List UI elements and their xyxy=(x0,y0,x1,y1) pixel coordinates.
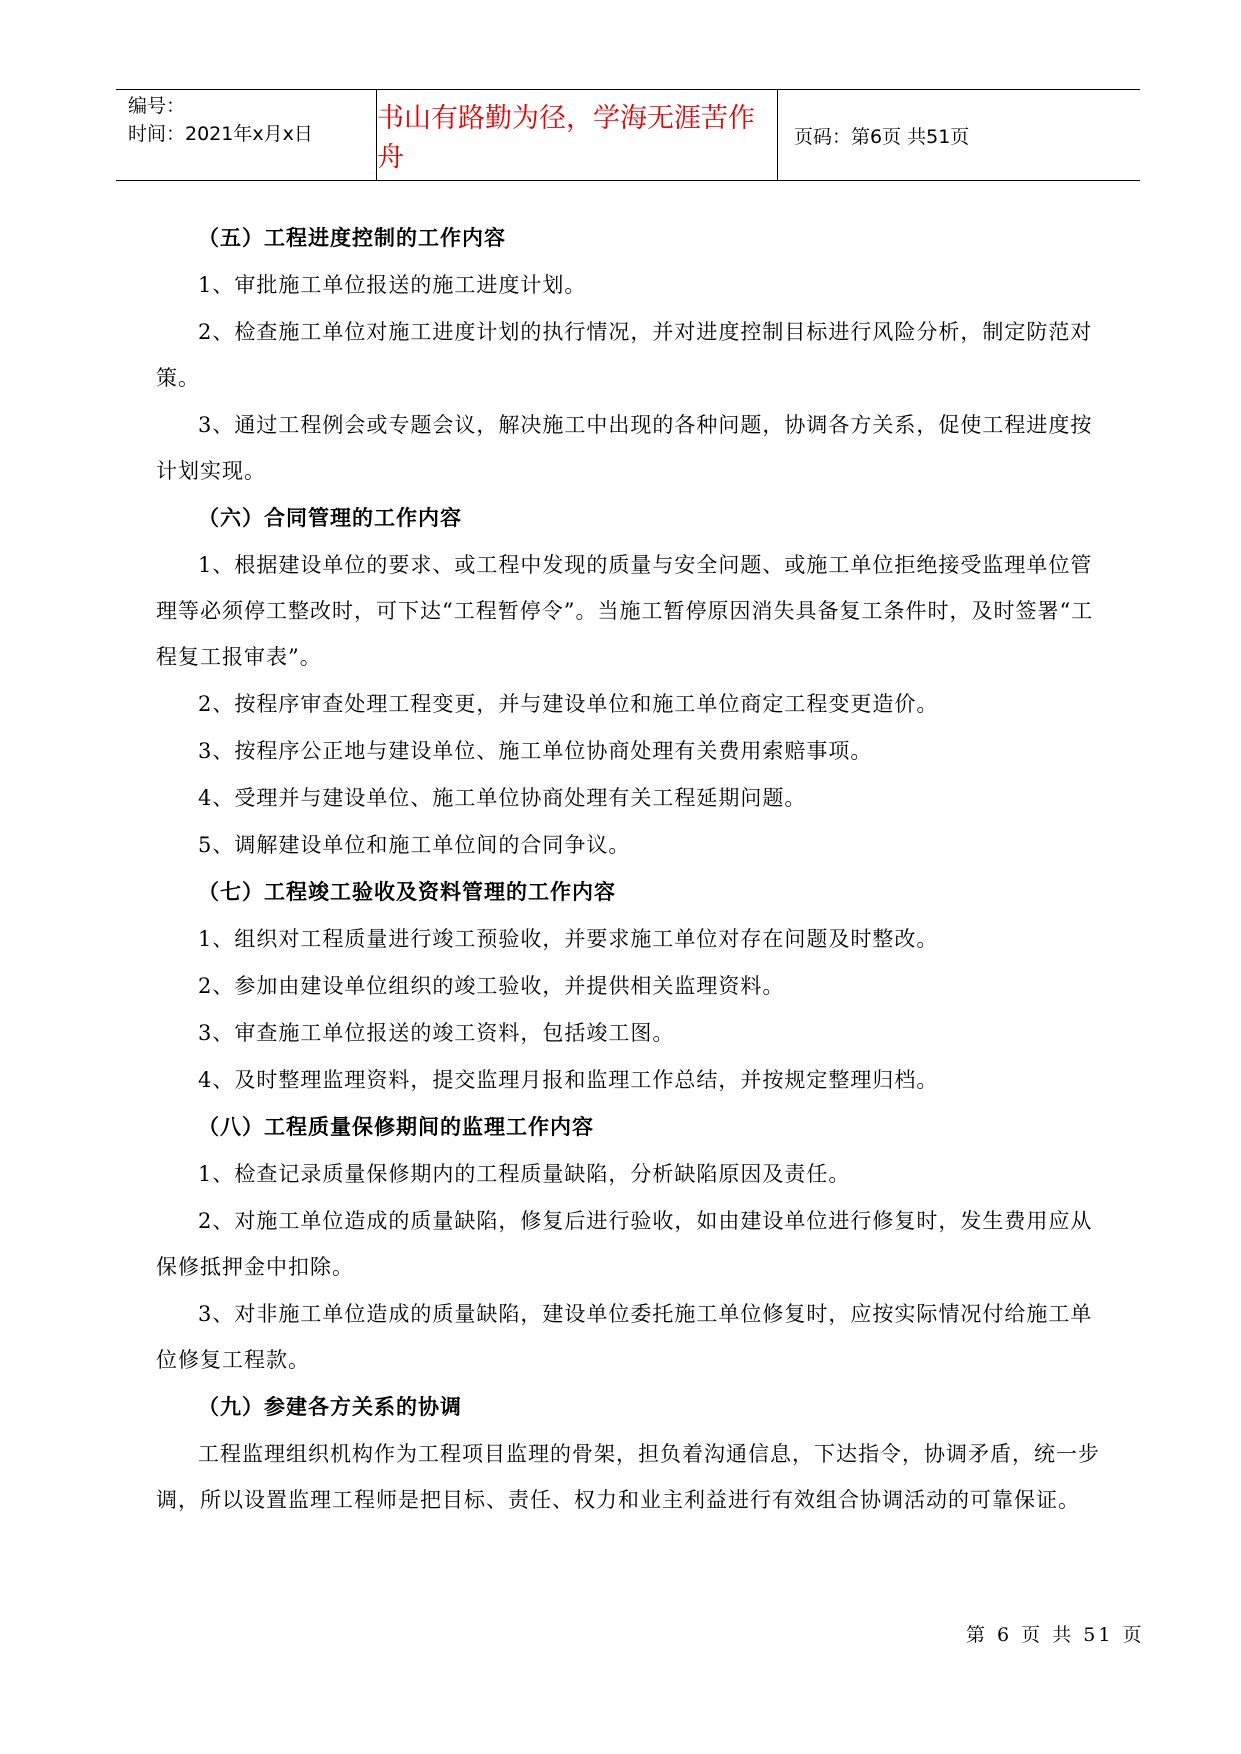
body-paragraph: 1、审批施工单位报送的施工进度计划。 xyxy=(198,273,587,297)
body-paragraph: 4、及时整理监理资料，提交监理月报和监理工作总结，并按规定整理归档。 xyxy=(198,1068,939,1092)
body-paragraph: 2、参加由建设单位组织的竣工验收，并提供相关监理资料。 xyxy=(198,974,785,998)
body-paragraph: 1、检查记录质量保修期内的工程质量缺陷，分析缺陷原因及责任。 xyxy=(198,1162,851,1186)
document-body xyxy=(156,215,1104,1524)
body-paragraph: 4、受理并与建设单位、施工单位协商处理有关工程延期问题。 xyxy=(198,786,807,810)
body-paragraph: 2、检查施工单位对施工进度计划的执行情况，并对进度控制目标进行风险分析，制定防范对策。 xyxy=(156,320,1093,390)
document-date-label: 时间：2021年x月x日 xyxy=(128,123,313,145)
body-paragraph: 3、按程序公正地与建设单位、施工单位协商处理有关费用索赔事项。 xyxy=(198,739,873,763)
section-heading: （七）工程竣工验收及资料管理的工作内容 xyxy=(198,879,616,904)
header-motto: 书山有路勤为径，学海无涯苦作舟 xyxy=(376,90,778,180)
body-paragraph: 1、根据建设单位的要求、或工程中发现的质量与安全问题、或施工单位拒绝接受监理单位管理等必须停工整改时，可下达“工程暂停令”。当施工暂停原因消失具备复工条件时，及时签署“工程复工报审表”。 xyxy=(156,553,1094,669)
document-number-label: 编号： xyxy=(128,95,186,117)
body-paragraph: 3、通过工程例会或专题会议，解决施工中出现的各种问题，协调各方关系，促使工程进度按计划实现。 xyxy=(156,413,1093,483)
body-paragraph: 3、审查施工单位报送的竣工资料，包括竣工图。 xyxy=(198,1021,675,1045)
page-header xyxy=(116,89,1140,181)
body-paragraph: 5、调解建设单位和施工单位间的合同争议。 xyxy=(198,833,631,857)
section-heading: （九）参建各方关系的协调 xyxy=(198,1394,462,1419)
body-paragraph: 1、组织对工程质量进行竣工预验收，并要求施工单位对存在问题及时整改。 xyxy=(198,927,939,951)
section-heading: （八）工程质量保修期间的监理工作内容 xyxy=(198,1114,594,1139)
header-page-number: 页码：第6页 共51页 xyxy=(794,125,970,148)
body-paragraph: 2、按程序审查处理工程变更，并与建设单位和施工单位商定工程变更造价。 xyxy=(198,692,939,716)
body-paragraph: 2、对施工单位造成的质量缺陷，修复后进行验收，如由建设单位进行修复时，发生费用应从保修抵押金中扣除。 xyxy=(156,1209,1093,1279)
section-heading: （六）合同管理的工作内容 xyxy=(198,505,462,530)
section-heading: （五）工程进度控制的工作内容 xyxy=(198,225,506,250)
header-meta xyxy=(128,92,378,148)
page-footer: 第 6 页 共 51 页 xyxy=(966,1624,1145,1646)
body-paragraph: 工程监理组织机构作为工程项目监理的骨架，担负着沟通信息，下达指令，协调矛盾，统一步调，所以设置监理工程师是把目标、责任、权力和业主利益进行有效组合协调活动的可靠保证。 xyxy=(156,1442,1100,1512)
body-paragraph: 3、对非施工单位造成的质量缺陷，建设单位委托施工单位修复时，应按实际情况付给施工单位修复工程款。 xyxy=(156,1302,1093,1372)
